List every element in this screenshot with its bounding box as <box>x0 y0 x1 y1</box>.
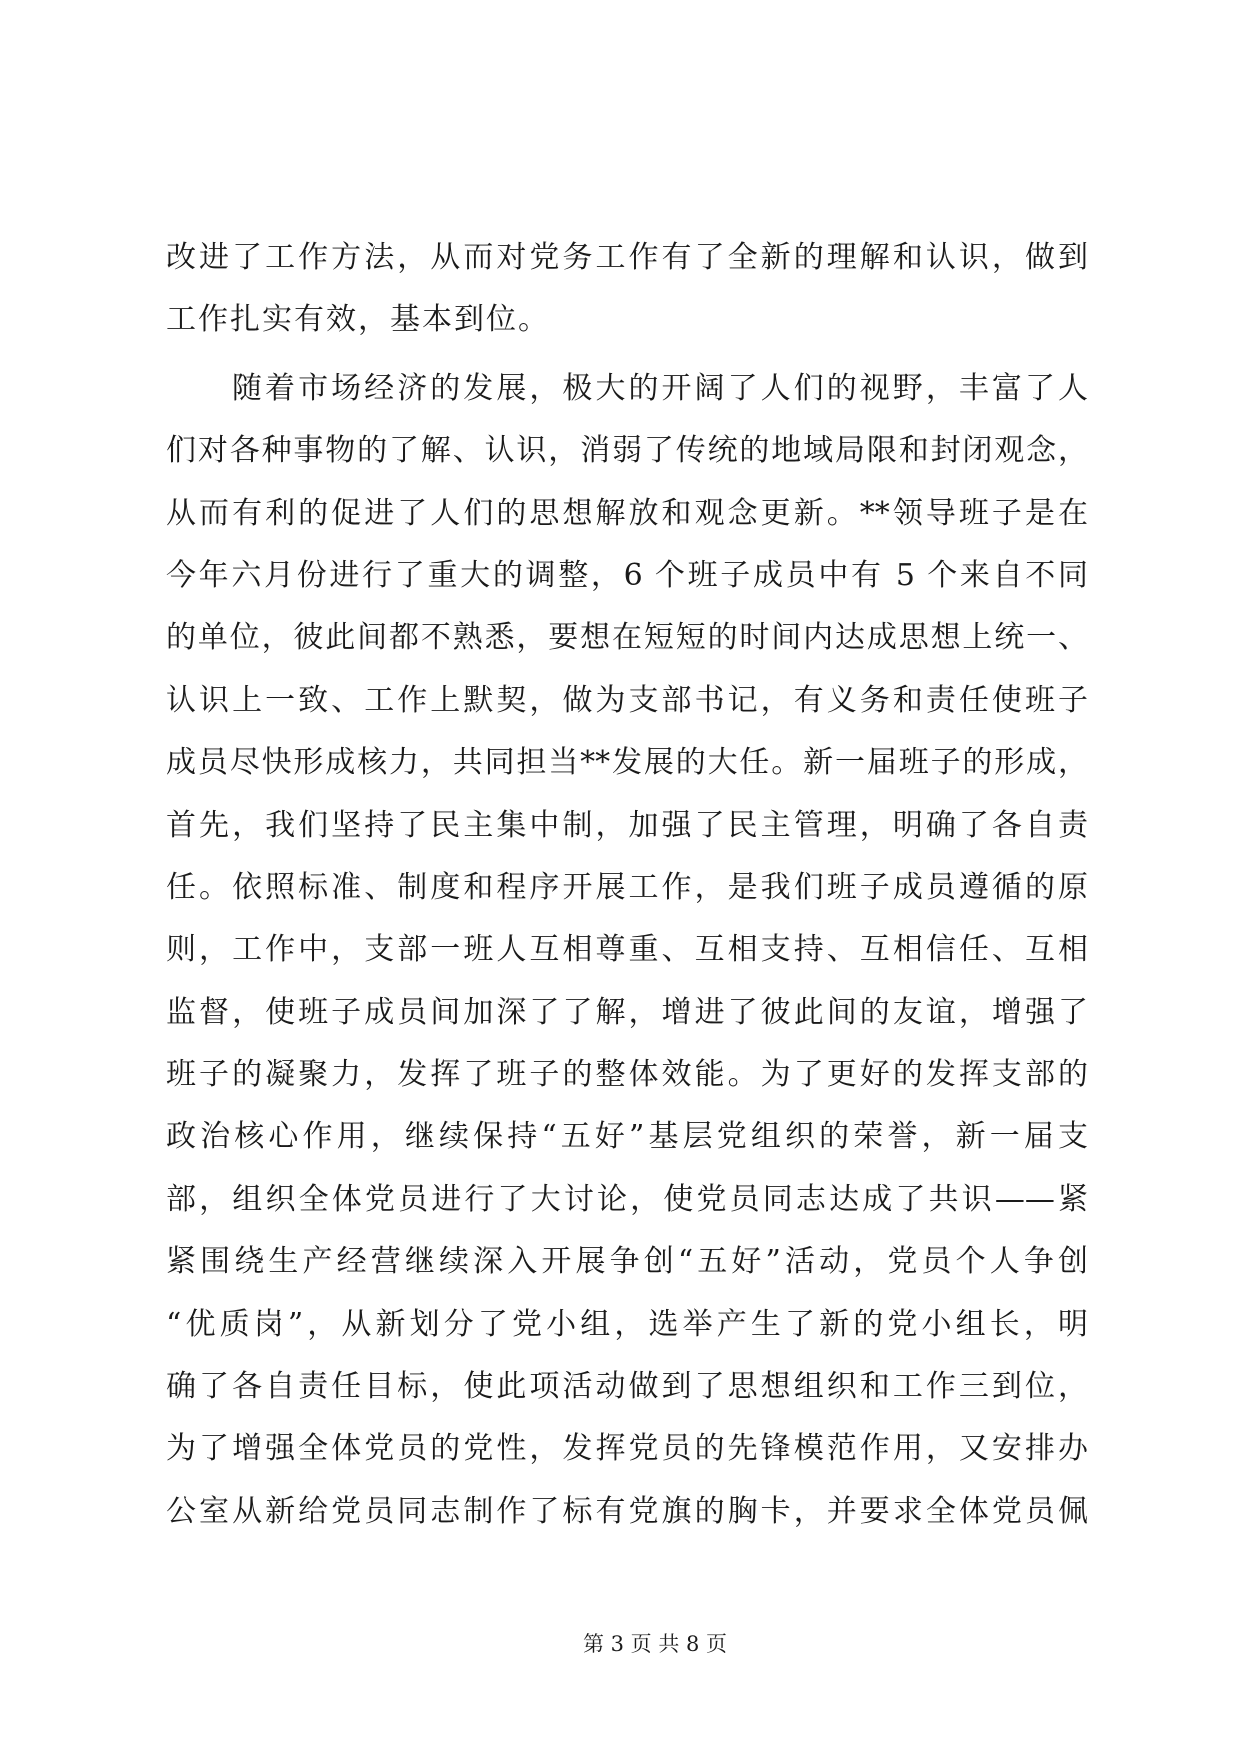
text-line: 监督，使班子成员间加深了了解，增进了彼此间的友谊，增强了 <box>166 994 1088 1030</box>
text-line: 们对各种事物的了解、认识，消弱了传统的地域局限和封闭观念， <box>166 433 1088 469</box>
paragraph-continued <box>166 227 1088 352</box>
text-line: 随着市场经济的发展，极大的开阔了人们的视野，丰富了人 <box>232 370 1088 406</box>
text-line: 部，组织全体党员进行了大讨论，使党员同志达成了共识——紧 <box>166 1181 1088 1217</box>
paragraph <box>166 358 1088 1543</box>
text-line: 为了增强全体党员的党性，发挥党员的先锋模范作用，又安排办 <box>166 1431 1088 1467</box>
text-line: 认识上一致、工作上默契，做为支部书记，有义务和责任使班子 <box>166 682 1088 718</box>
text-line: 紧围绕生产经营继续深入开展争创“五好”活动，党员个人争创 <box>166 1244 1088 1280</box>
text-line: 则，工作中，支部一班人互相尊重、互相支持、互相信任、互相 <box>166 932 1088 968</box>
text-line: 政治核心作用，继续保持“五好”基层党组织的荣誉，新一届支 <box>166 1119 1088 1155</box>
page-footer-number: 第 3 页 共 8 页 <box>582 1632 728 1656</box>
text-line: 班子的凝聚力，发挥了班子的整体效能。为了更好的发挥支部的 <box>166 1057 1088 1093</box>
text-line: 工作扎实有效，基本到位。 <box>166 302 550 338</box>
text-line: 今年六月份进行了重大的调整，6 个班子成员中有 5 个来自不同 <box>166 557 1088 593</box>
text-line: 改进了工作方法，从而对党务工作有了全新的理解和认识，做到 <box>166 240 1088 275</box>
text-line: 任。依照标准、制度和程序开展工作，是我们班子成员遵循的原 <box>166 869 1088 905</box>
text-line: 的单位，彼此间都不熟悉，要想在短短的时间内达成思想上统一、 <box>166 620 1088 656</box>
text-line: 首先，我们坚持了民主集中制，加强了民主管理，明确了各自责 <box>166 807 1088 843</box>
body-text <box>166 227 1088 1543</box>
text-line: 公室从新给党员同志制作了标有党旗的胸卡，并要求全体党员佩 <box>166 1493 1088 1529</box>
text-line: “优质岗”，从新划分了党小组，选举产生了新的党小组长，明 <box>166 1306 1088 1342</box>
text-line: 从而有利的促进了人们的思想解放和观念更新。**领导班子是在 <box>166 495 1088 531</box>
text-line: 确了各自责任目标，使此项活动做到了思想组织和工作三到位， <box>166 1369 1088 1405</box>
text-line: 成员尽快形成核力，共同担当**发展的大任。新一届班子的形成， <box>166 745 1088 781</box>
